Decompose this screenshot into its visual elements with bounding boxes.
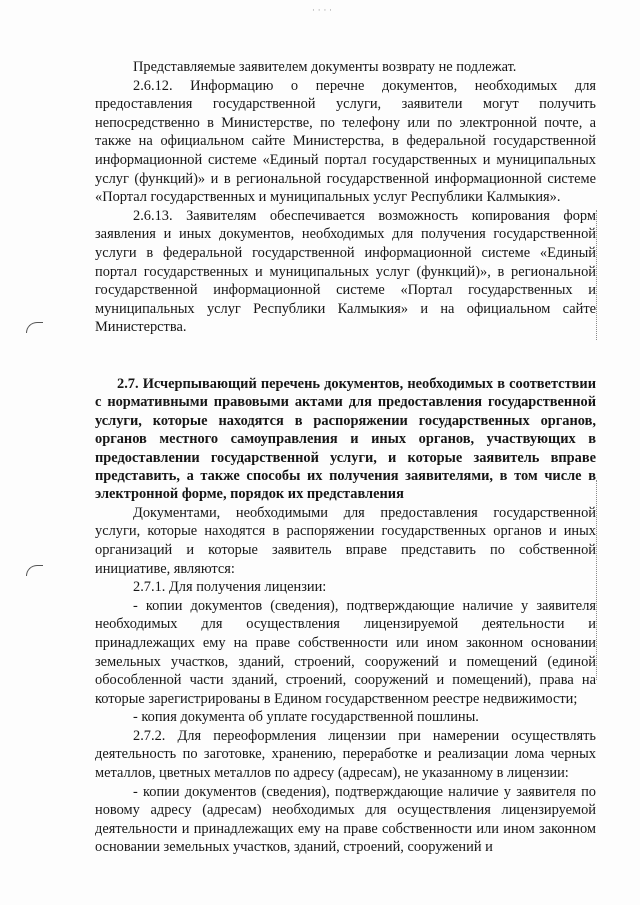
list-item-copies-land: - копии документов (сведения), подтверждающие наличие у заявителя необходимых для осуществления лицензируемой деятельности и принадлежащих ему на праве собственности или ином законном основании земельных участков, зданий, строений, сооружений и помещений (единой обособленной части зданий, строений, сооружений и помещений), права на которые зарегистрированы в Едином государственном реестре недвижимости; xyxy=(95,597,596,707)
punch-hole-mark xyxy=(26,565,43,576)
punch-hole-mark xyxy=(26,322,43,333)
paragraph-2-7-1: 2.7.1. Для получения лицензии: xyxy=(133,579,327,596)
paragraph-return-note: Представляемые заявителем документы возврату не подлежат. xyxy=(133,59,517,75)
list-item-fee-copy: - копия документа об уплате государственной пошлины. xyxy=(133,709,479,726)
paragraph-2-6-13: 2.6.13. Заявителям обеспечивается возможность копирования форм заявления и иных документов, необходимых для получения государственной услуги в федеральной государственной информационной системе «Единый портал государственных и муниципальных услуг (функций)», в региональной государственной информационной системе «Портал государственных и муниципальных услуг Республики Калмыкия» и на официальном сайте Министерства. xyxy=(95,207,596,336)
paragraph-2-6-12: 2.6.12. Информацию о перечне документов, необходимых для предоставления государственной услуги, заявители могут получить непосредственно в Министерстве, по телефону или по электронной почте, а также на официальном сайте Министерства, в федеральной государственной информационной системе «Единый портал государственных и муниципальных услуг (функций)» и в региональной государственной информационной системе «Портал государственных и муниципальных услуг Республики Калмыкия». xyxy=(95,77,596,206)
document-body xyxy=(95,58,596,857)
scan-artifact: · · · · xyxy=(312,6,333,16)
scan-edge-line xyxy=(596,210,598,340)
section-heading-2-7: 2.7. Исчерпывающий перечень документов, необходимых в соответствии с нормативными правовыми актами для предоставления государственной услуги, которые находятся в распоряжении государственных органов, органов местного самоуправления и иных органов, участвующих в предоставлении государственной услуги, и которые заявитель вправе представить, а также способы их получения заявителями, в том числе в электронной форме, порядок их представления xyxy=(95,375,596,503)
scan-edge-line xyxy=(596,480,598,680)
paragraph-2-7-2: 2.7.2. Для переоформления лицензии при намерении осуществлять деятельность по заготовке, хранению, переработке и реализации лома черных металлов, цветных металлов по адресу (адресам), не указанному в лицензии: xyxy=(95,727,596,782)
paragraph-documents-intro: Документами, необходимыми для предоставления государственной услуги, которые находятся в распоряжении государственных органов и иных организаций и которые заявитель вправе представить по собственной инициативе, являются: xyxy=(95,504,596,577)
list-item-copies-new-address: - копии документов (сведения), подтверждающие наличие у заявителя по новому адресу (адресам) необходимых для осуществления лицензируемой деятельности и принадлежащих ему на праве собственности или ином законном основании земельных участков, зданий, строений, сооружений и xyxy=(95,783,596,856)
